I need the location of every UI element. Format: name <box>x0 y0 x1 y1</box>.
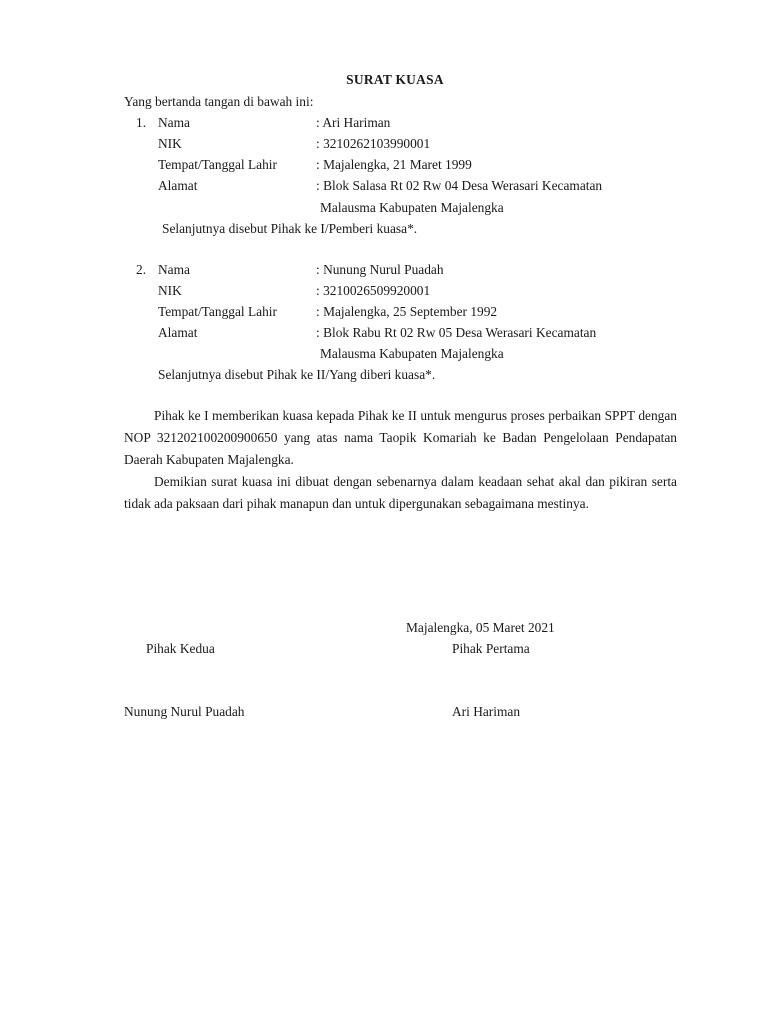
body-paragraph-2-text: Demikian surat kuasa ini dibuat dengan sebenarnya dalam keadaan sehat akal dan pikiran serta tidak ada paksaan dari pihak manapun dan untuk dipergunakan sebagaimana mestinya. <box>124 474 677 511</box>
party-2-nik-value: : 3210026509920001 <box>316 283 431 298</box>
party-2-address-value: : Blok Rabu Rt 02 Rw 05 Desa Werasari Kecamatan <box>316 325 597 340</box>
party-1-address-continued: Malausma Kabupaten Majalengka <box>320 200 504 215</box>
party-1-nik-value: : 3210262103990001 <box>316 136 431 151</box>
party-2-birth-value: : Majalengka, 25 September 1992 <box>316 304 498 319</box>
left-signatory-name: Nunung Nurul Puadah <box>124 704 245 719</box>
party-2-number: 2. <box>136 262 147 277</box>
party-1-address-label: Alamat <box>158 178 198 193</box>
right-signatory-role: Pihak Pertama <box>452 641 530 656</box>
body-paragraph-1-text: Pihak ke I memberikan kuasa kepada Pihak ke II untuk mengurus proses perbaikan SPPT dengan NOP 321202100200900650 yang atas nama Taopik Komariah ke Badan Pengelolaan Pendapatan Daerah Kabupaten Majalengka. <box>124 408 677 467</box>
party-1-address-value: : Blok Salasa Rt 02 Rw 04 Desa Werasari Kecamatan <box>316 178 603 193</box>
party-1-birth-value: : Majalengka, 21 Maret 1999 <box>316 157 472 172</box>
party-2-name-label: Nama <box>158 262 190 277</box>
intro-text: Yang bertanda tangan di bawah ini: <box>124 94 314 109</box>
party-1-name-value: : Ari Hariman <box>316 115 391 130</box>
right-signatory-name: Ari Hariman <box>452 704 521 719</box>
party-2-address-continued: Malausma Kabupaten Majalengka <box>320 346 504 361</box>
body-paragraph-1 <box>124 405 677 471</box>
party-1-number: 1. <box>136 115 147 130</box>
party-2-name-value: : Nunung Nurul Puadah <box>316 262 444 277</box>
left-signatory-role: Pihak Kedua <box>146 641 215 656</box>
party-1-name-label: Nama <box>158 115 190 130</box>
party-1-note: Selanjutnya disebut Pihak ke I/Pemberi kuasa*. <box>162 221 418 236</box>
party-2-birth-label: Tempat/Tanggal Lahir <box>158 304 277 319</box>
party-1-nik-label: NIK <box>158 136 182 151</box>
body-paragraph-2 <box>124 471 677 515</box>
document-title: SURAT KUASA <box>346 72 444 87</box>
party-2-nik-label: NIK <box>158 283 182 298</box>
party-1-birth-label: Tempat/Tanggal Lahir <box>158 157 277 172</box>
party-2-note: Selanjutnya disebut Pihak ke II/Yang diberi kuasa*. <box>158 367 436 382</box>
party-2-address-label: Alamat <box>158 325 198 340</box>
place-date: Majalengka, 05 Maret 2021 <box>406 620 555 635</box>
